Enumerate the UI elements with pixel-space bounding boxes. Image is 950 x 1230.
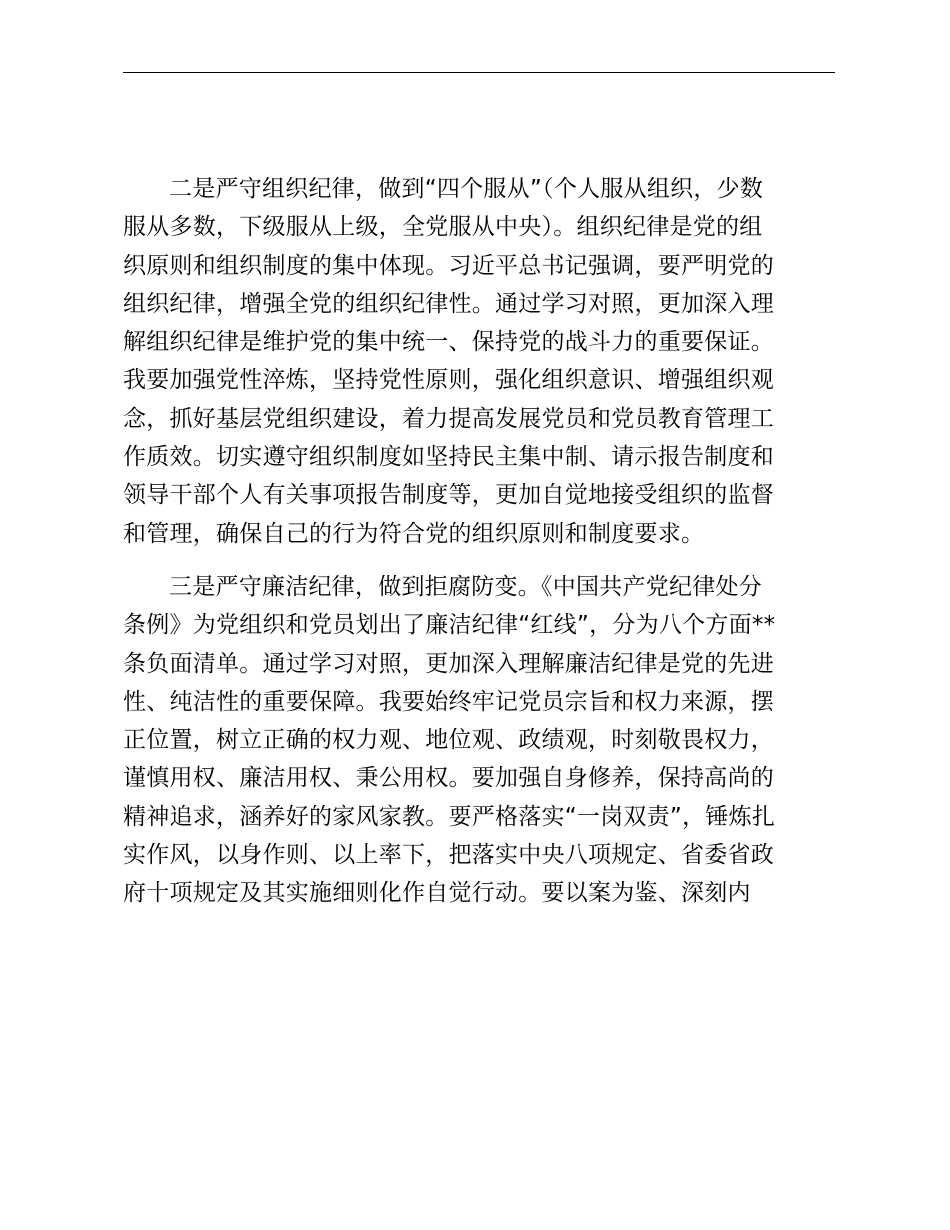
text-line: 条例》为党组织和党员划出了廉洁纪律“红线”，分为八个方面**: [123, 612, 776, 639]
text-line: 组织纪律，增强全党的组织纪律性。通过学习对照，更加深入理: [123, 290, 774, 317]
text-line: 性、纯洁性的重要保障。我要始终牢记党员宗旨和权力来源，摆: [123, 688, 774, 715]
text-line: 我要加强党性淬炼，坚持党性原则，强化组织意识、增强组织观: [123, 367, 774, 394]
text-line: 府十项规定及其实施细则化作自觉行动。要以案为鉴、深刻内: [123, 880, 751, 907]
text-line: 谨慎用权、廉洁用权、秉公用权。要加强自身修养，保持高尚的: [123, 765, 774, 792]
text-line: 精神追求，涵养好的家风家教。要严格落实“一岗双责”，锤炼扎: [123, 803, 776, 830]
text-line: 二是严守组织纪律，做到“四个服从”（个人服从组织，少数: [169, 176, 764, 202]
paragraph-integrity-discipline: [123, 568, 836, 913]
text-line: 和管理，确保自己的行为符合党的组织原则和制度要求。: [123, 520, 705, 547]
text-line: 服从多数，下级服从上级，全党服从中央）。组织纪律是党的组: [123, 214, 763, 241]
document-body: [123, 170, 836, 913]
paragraph-organizational-discipline: [123, 170, 836, 553]
text-line: 织原则和组织制度的集中体现。习近平总书记强调，要严明党的: [123, 252, 774, 279]
header-rule: [123, 72, 835, 73]
text-line: 领导干部个人有关事项报告制度等，更加自觉地接受组织的监督: [123, 482, 774, 509]
text-line: 作质效。切实遵守组织制度如坚持民主集中制、请示报告制度和: [123, 444, 774, 471]
text-line: 三是严守廉洁纪律，做到拒腐防变。《中国共产党纪律处分: [169, 573, 762, 600]
text-line: 实作风，以身作则、以上率下，把落实中央八项规定、省委省政: [123, 842, 774, 869]
text-line: 正位置，树立正确的权力观、地位观、政绩观，时刻敬畏权力，: [123, 727, 774, 754]
text-line: 条负面清单。通过学习对照，更加深入理解廉洁纪律是党的先进: [123, 650, 774, 677]
text-line: 解组织纪律是维护党的集中统一、保持党的战斗力的重要保证。: [123, 329, 774, 356]
text-line: 念，抓好基层党组织建设，着力提高发展党员和党员教育管理工: [123, 405, 774, 432]
